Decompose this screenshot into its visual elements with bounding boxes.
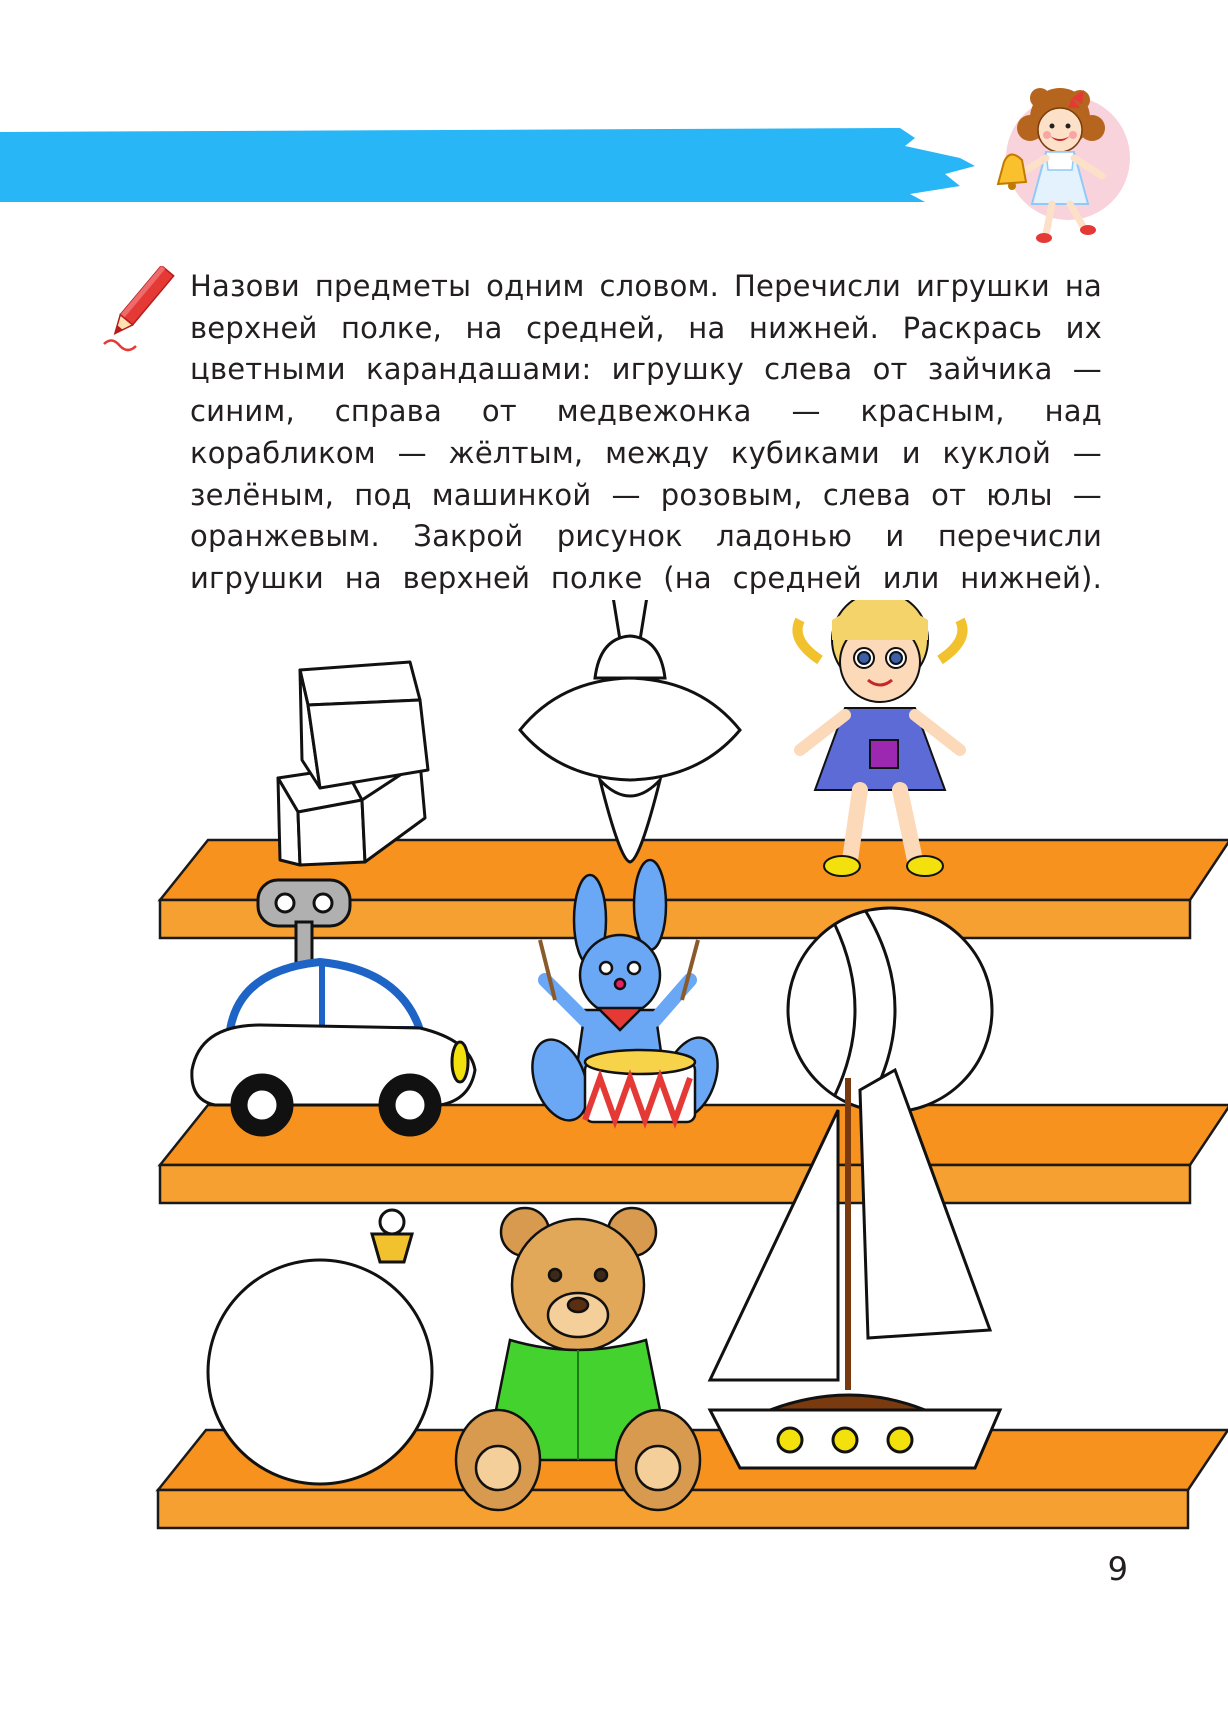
- page-number: 9: [1107, 1550, 1128, 1588]
- header-band: [0, 128, 975, 202]
- doll-toy: [798, 600, 963, 876]
- toy-shelves-illustration: [0, 600, 1228, 1560]
- girl-with-bell-icon: [980, 78, 1130, 248]
- spinning-top-toy: [520, 600, 740, 862]
- task-instruction-text: Назови предметы одним словом. Перечисли игрушки на верхней полке, на средней, на нижней. Раскрась их цветными карандашами: игрушку слева от зайчика — синим, справа от медвежонка — красным, над корабликом — жёлтым, между кубиками и куклой — зелёным, под машинкой — розовым, слева от юлы — оранжевым. Закрой рисунок ладонью и перечисли игрушки на верхней полке (на средней или нижней).: [190, 269, 1102, 595]
- christmas-ornament-toy: [208, 1210, 432, 1484]
- pencil-icon: [98, 266, 178, 356]
- cubes-toy: [278, 662, 428, 865]
